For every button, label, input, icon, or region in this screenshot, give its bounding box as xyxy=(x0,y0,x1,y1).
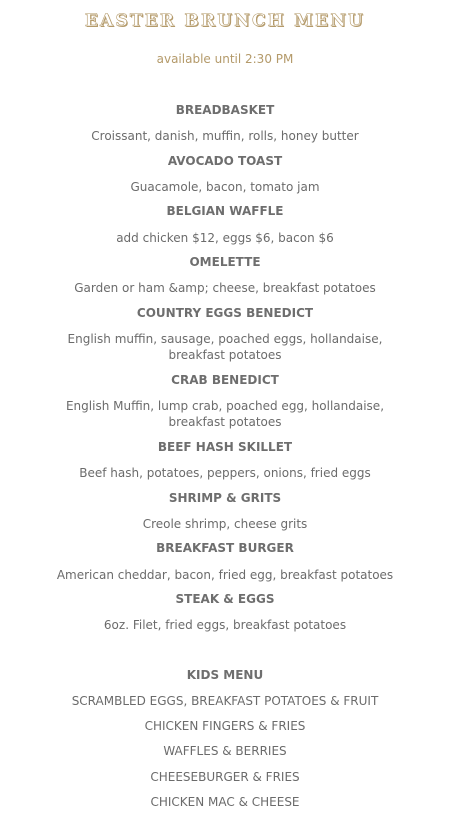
item-name-breadbasket: BREADBASKET xyxy=(175,103,275,117)
item-name-steak-eggs: STEAK & EGGS xyxy=(175,592,275,606)
item-desc-avocado-toast: Guacamole, bacon, tomato jam xyxy=(130,180,320,194)
item-desc-steak-eggs: 6oz. Filet, fried eggs, breakfast potatoes xyxy=(103,618,347,632)
kids-item: WAFFLES & BERRIES xyxy=(163,744,287,758)
item-name-belgian-waffle: BELGIAN WAFFLE xyxy=(166,204,284,218)
kids-item: CHEESEBURGER & FRIES xyxy=(150,770,300,784)
item-desc-omelette: Garden or ham &amp; cheese, breakfast potatoes xyxy=(74,281,376,295)
item-name-avocado-toast: AVOCADO TOAST xyxy=(167,154,283,168)
item-desc-country-eggs-benedict: English muffin, sausage, poached eggs, hollandaise, breakfast potatoes xyxy=(67,332,383,362)
item-desc-shrimp-grits: Creole shrimp, cheese grits xyxy=(142,517,308,531)
kids-item: CHICKEN MAC & CHEESE xyxy=(150,795,300,809)
kids-item: SCRAMBLED EGGS, BREAKFAST POTATOES & FRUIT xyxy=(71,694,379,708)
item-desc-beef-hash-skillet: Beef hash, potatoes, peppers, onions, fried eggs xyxy=(79,466,371,480)
availability-note: available until 2:30 PM xyxy=(156,52,294,66)
kids-item: CHICKEN FINGERS & FRIES xyxy=(144,719,306,733)
item-desc-crab-benedict: English Muffin, lump crab, poached egg, hollandaise, breakfast potatoes xyxy=(65,399,385,429)
item-name-breakfast-burger: BREAKFAST BURGER xyxy=(156,541,294,555)
kids-menu-heading: KIDS MENU xyxy=(186,668,264,682)
item-name-country-eggs-benedict: COUNTRY EGGS BENEDICT xyxy=(136,306,314,320)
menu-title: EASTER BRUNCH MENU xyxy=(84,11,366,31)
item-name-beef-hash-skillet: BEEF HASH SKILLET xyxy=(157,440,293,454)
item-desc-belgian-waffle: add chicken $12, eggs $6, bacon $6 xyxy=(116,231,334,245)
item-name-omelette: OMELETTE xyxy=(189,255,261,269)
item-name-shrimp-grits: SHRIMP & GRITS xyxy=(168,491,282,505)
item-name-crab-benedict: CRAB BENEDICT xyxy=(171,373,279,387)
item-desc-breakfast-burger: American cheddar, bacon, fried egg, breakfast potatoes xyxy=(56,568,394,582)
item-desc-breadbasket: Croissant, danish, muffin, rolls, honey butter xyxy=(91,129,359,143)
